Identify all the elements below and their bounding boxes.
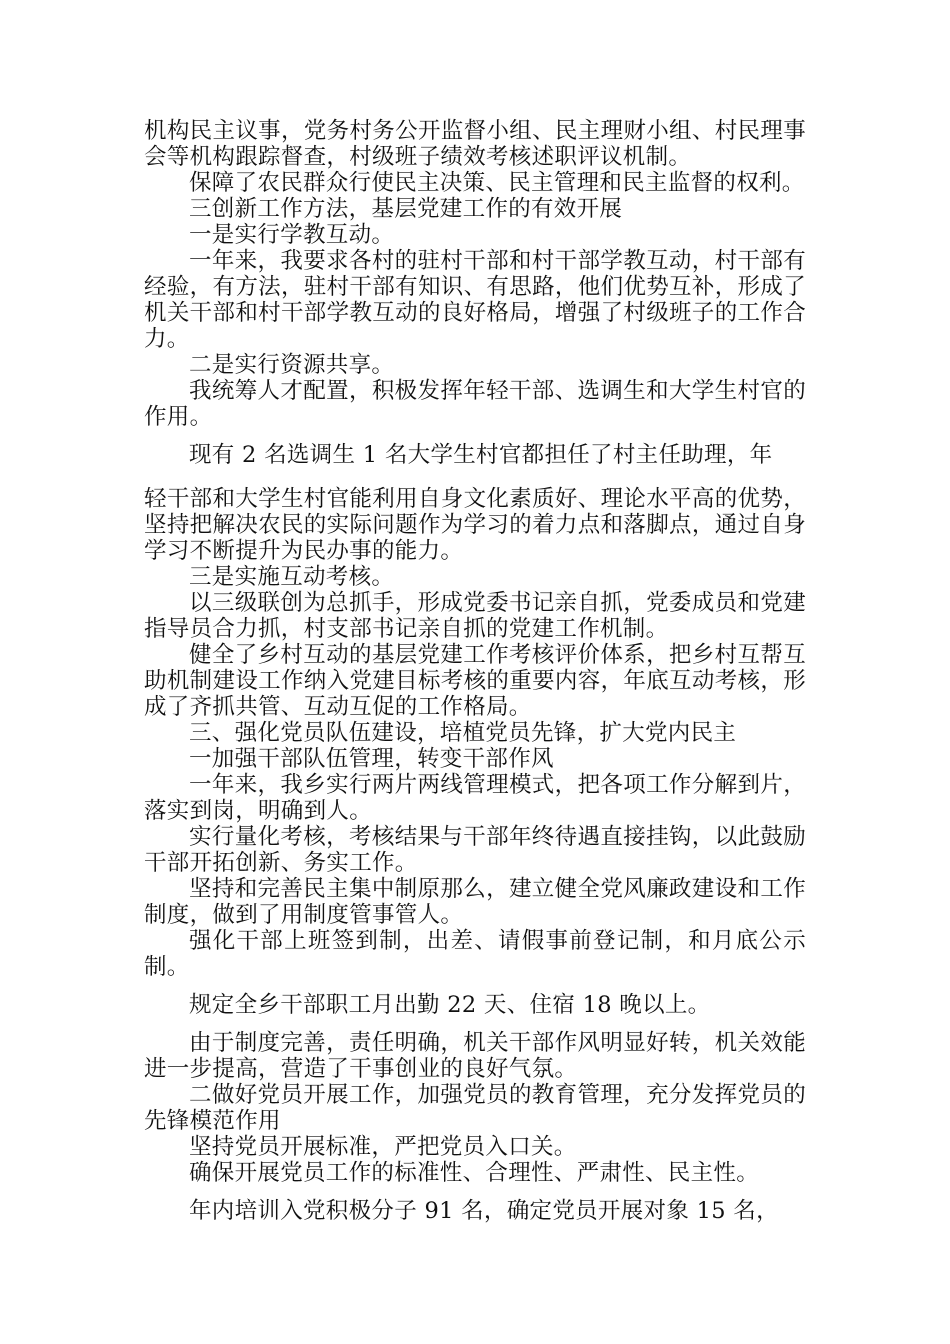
- paragraph-8: 健全了乡村互动的基层党建工作考核评价体系，把乡村互帮互助机制建设工作纳入党建目标考核的重要内容，年底互动考核，形成了齐抓共管、互动互促的工作格局。: [144, 642, 806, 720]
- paragraph-2: 保障了农民群众行使民主决策、民主管理和民主监督的权利。: [189, 170, 805, 196]
- subheading-2: 二是实行资源共享。: [189, 352, 395, 378]
- subheading-party-development: 二做好党员开展工作，加强党员的教育管理，充分发挥党员的先锋模范作用: [144, 1082, 806, 1134]
- paragraph-12: 强化干部上班签到制，出差、请假事前登记制，和月底公示制。: [144, 928, 806, 980]
- paragraph-14: 由于制度完善，责任明确，机关干部作风明显好转，机关效能进一步提高，营造了干事创业的良好气氛。: [144, 1030, 806, 1082]
- paragraph-11: 坚持和完善民主集中制原那么，建立健全党风廉政建设和工作制度，做到了用制度管事管人。: [144, 876, 806, 928]
- subheading-cadre-management: 一加强干部队伍管理，转变干部作风: [189, 746, 554, 772]
- document-body: [144, 118, 806, 1224]
- paragraph-9: 一年来，我乡实行两片两线管理模式，把各项工作分解到片，落实到岗，明确到人。: [144, 772, 806, 824]
- paragraph-17: 年内培训入党积极分子 91 名，确定党员开展对象 15 名，: [189, 1198, 779, 1224]
- section-heading-3: 三创新工作方法，基层党建工作的有效开展: [189, 196, 623, 222]
- paragraph-4: 我统筹人才配置，积极发挥年轻干部、选调生和大学生村官的作用。: [144, 378, 806, 430]
- subheading-3: 三是实施互动考核。: [189, 564, 395, 590]
- paragraph-3: 一年来，我要求各村的驻村干部和村干部学教互动，村干部有经验，有方法，驻村干部有知识、有思路，他们优势互补，形成了机关干部和村干部学教互动的良好格局，增强了村级班子的工作合力。: [144, 248, 806, 352]
- section-heading-party-members: 三、强化党员队伍建设，培植党员先锋，扩大党内民主: [189, 720, 737, 746]
- paragraph-13: 规定全乡干部职工月出勤 22 天、住宿 18 晚以上。: [189, 992, 711, 1018]
- paragraph-7: 以三级联创为总抓手，形成党委书记亲自抓，党委成员和党建指导员合力抓，村支部书记亲自抓的党建工作机制。: [144, 590, 806, 642]
- paragraph-6: 轻干部和大学生村官能利用自身文化素质好、理论水平高的优势，坚持把解决农民的实际问题作为学习的着力点和落脚点，通过自身学习不断提升为民办事的能力。: [144, 486, 806, 564]
- paragraph-15: 坚持党员开展标准，严把党员入口关。: [189, 1134, 577, 1160]
- paragraph-16: 确保开展党员工作的标准性、合理性、严肃性、民主性。: [189, 1160, 760, 1186]
- paragraph-1: 机构民主议事，党务村务公开监督小组、民主理财小组、村民理事会等机构跟踪督查，村级班子绩效考核述职评议机制。: [144, 118, 806, 170]
- paragraph-5: 现有 2 名选调生 1 名大学生村官都担任了村主任助理，年: [189, 442, 773, 468]
- subheading-1: 一是实行学教互动。: [189, 222, 395, 248]
- paragraph-10: 实行量化考核，考核结果与干部年终待遇直接挂钩，以此鼓励干部开拓创新、务实工作。: [144, 824, 806, 876]
